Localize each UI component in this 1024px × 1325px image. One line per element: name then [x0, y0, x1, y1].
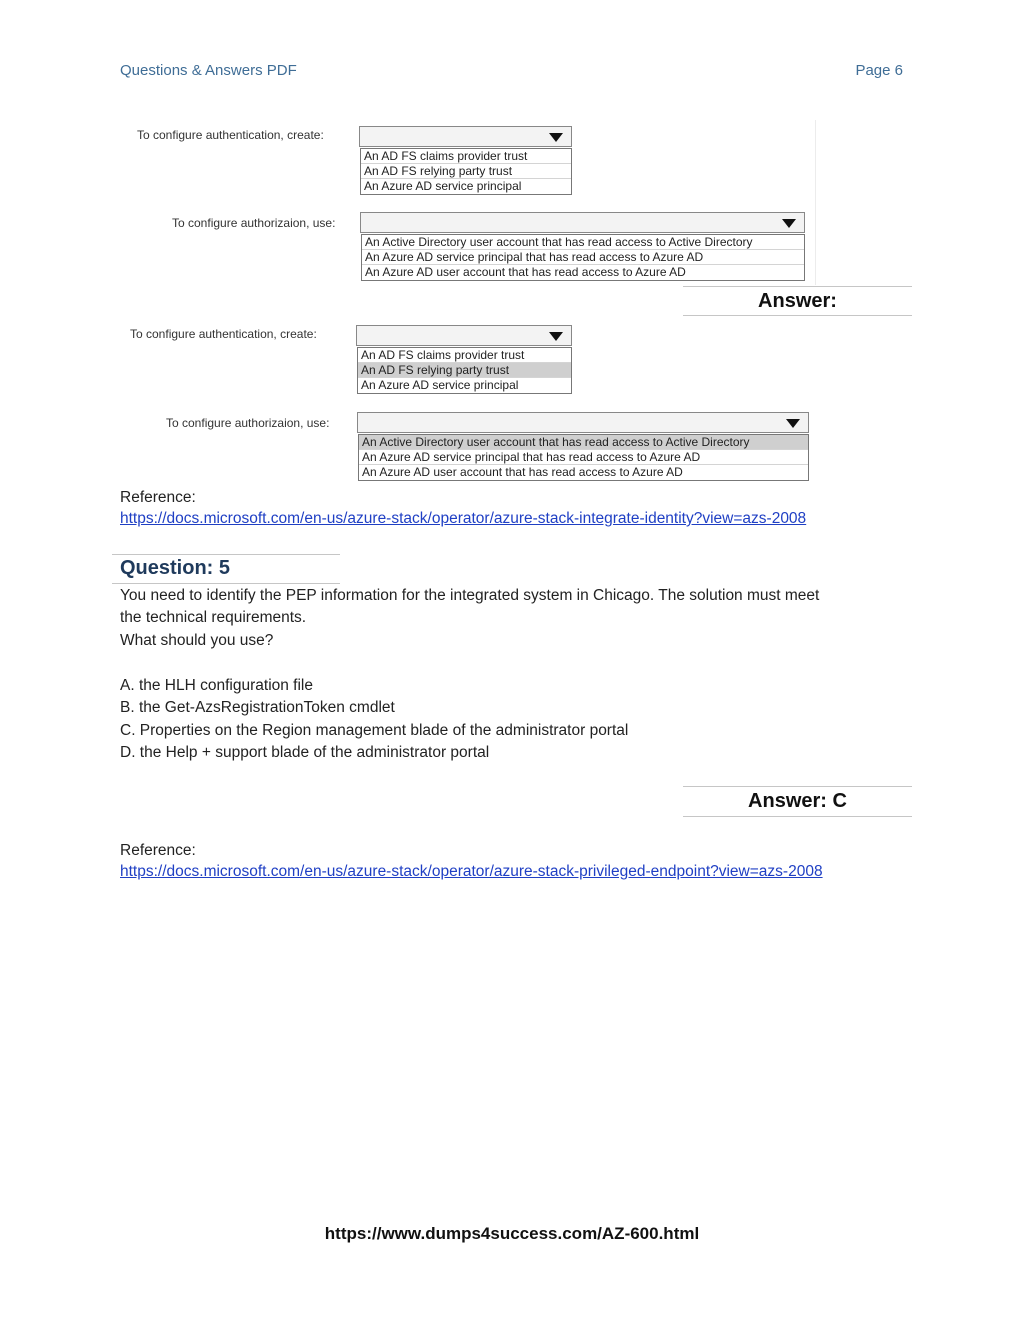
authz-option[interactable]: An Azure AD service principal that has read access to Azure AD — [362, 250, 804, 265]
chevron-down-icon — [549, 133, 563, 142]
page-number: Page 6 — [855, 62, 903, 79]
auth-option[interactable]: An AD FS claims provider trust — [361, 149, 571, 164]
answer-option: B. the Get-AzsRegistrationToken cmdlet — [120, 699, 395, 716]
auth-dropdown[interactable] — [356, 325, 572, 346]
authz-dropdown[interactable] — [357, 412, 809, 433]
authz-label: To configure authorizaion, use: — [172, 216, 336, 230]
chevron-down-icon — [782, 219, 796, 228]
authz-dropdown[interactable] — [360, 212, 805, 233]
chevron-down-icon — [786, 419, 800, 428]
auth-option[interactable]: An Azure AD service principal — [361, 378, 519, 392]
auth-option[interactable]: An AD FS relying party trust — [361, 164, 571, 179]
auth-option-list — [360, 148, 572, 195]
answer-option: D. the Help + support blade of the administrator portal — [120, 744, 490, 761]
authz-option[interactable]: An Azure AD service principal that has read access to Azure AD — [359, 450, 808, 465]
auth-label: To configure authentication, create: — [137, 128, 324, 142]
question-text-cont: the technical requirements. — [120, 609, 307, 626]
figure-edge — [815, 120, 816, 285]
chevron-down-icon — [549, 332, 563, 341]
reference-link[interactable]: https://docs.microsoft.com/en-us/azure-stack/operator/azure-stack-privileged-endpoint?view=azs-2008 — [120, 863, 823, 880]
authz-option[interactable]: An Azure AD user account that has read access to Azure AD — [362, 465, 683, 479]
auth-option-selected[interactable]: An AD FS relying party trust — [358, 363, 571, 378]
authz-option[interactable]: An Active Directory user account that has read access to Active Directory — [362, 235, 804, 250]
answer-label: Answer: — [758, 290, 837, 312]
answer-option: C. Properties on the Region management blade of the administrator portal — [120, 722, 629, 739]
answer-box — [683, 286, 912, 316]
authz-label: To configure authorizaion, use: — [166, 416, 330, 430]
auth-dropdown[interactable] — [359, 126, 572, 147]
authz-option-selected[interactable]: An Active Directory user account that has read access to Active Directory — [359, 435, 808, 450]
auth-option-list — [357, 347, 572, 394]
question-title: Question: 5 — [120, 557, 231, 579]
answer-box — [683, 786, 912, 817]
header-title: Questions & Answers PDF — [120, 62, 297, 79]
reference-label: Reference: — [120, 489, 196, 506]
authz-option-list — [358, 434, 809, 481]
answer-value: Answer: C — [748, 790, 847, 812]
question-prompt: What should you use? — [120, 632, 274, 649]
reference-label: Reference: — [120, 842, 196, 859]
auth-label: To configure authentication, create: — [130, 327, 317, 341]
question-text: You need to identify the PEP information for the integrated system in Chicago. The solution must meet — [120, 587, 820, 604]
auth-option[interactable]: An AD FS claims provider trust — [358, 348, 571, 363]
auth-option[interactable]: An Azure AD service principal — [364, 179, 522, 193]
reference-link[interactable]: https://docs.microsoft.com/en-us/azure-stack/operator/azure-stack-integrate-identity?view=azs-2008 — [120, 510, 807, 527]
authz-option-list — [361, 234, 805, 281]
authz-option[interactable]: An Azure AD user account that has read access to Azure AD — [365, 265, 686, 279]
answer-option: A. the HLH configuration file — [120, 677, 313, 694]
footer-url: https://www.dumps4success.com/AZ-600.html — [324, 1224, 700, 1243]
